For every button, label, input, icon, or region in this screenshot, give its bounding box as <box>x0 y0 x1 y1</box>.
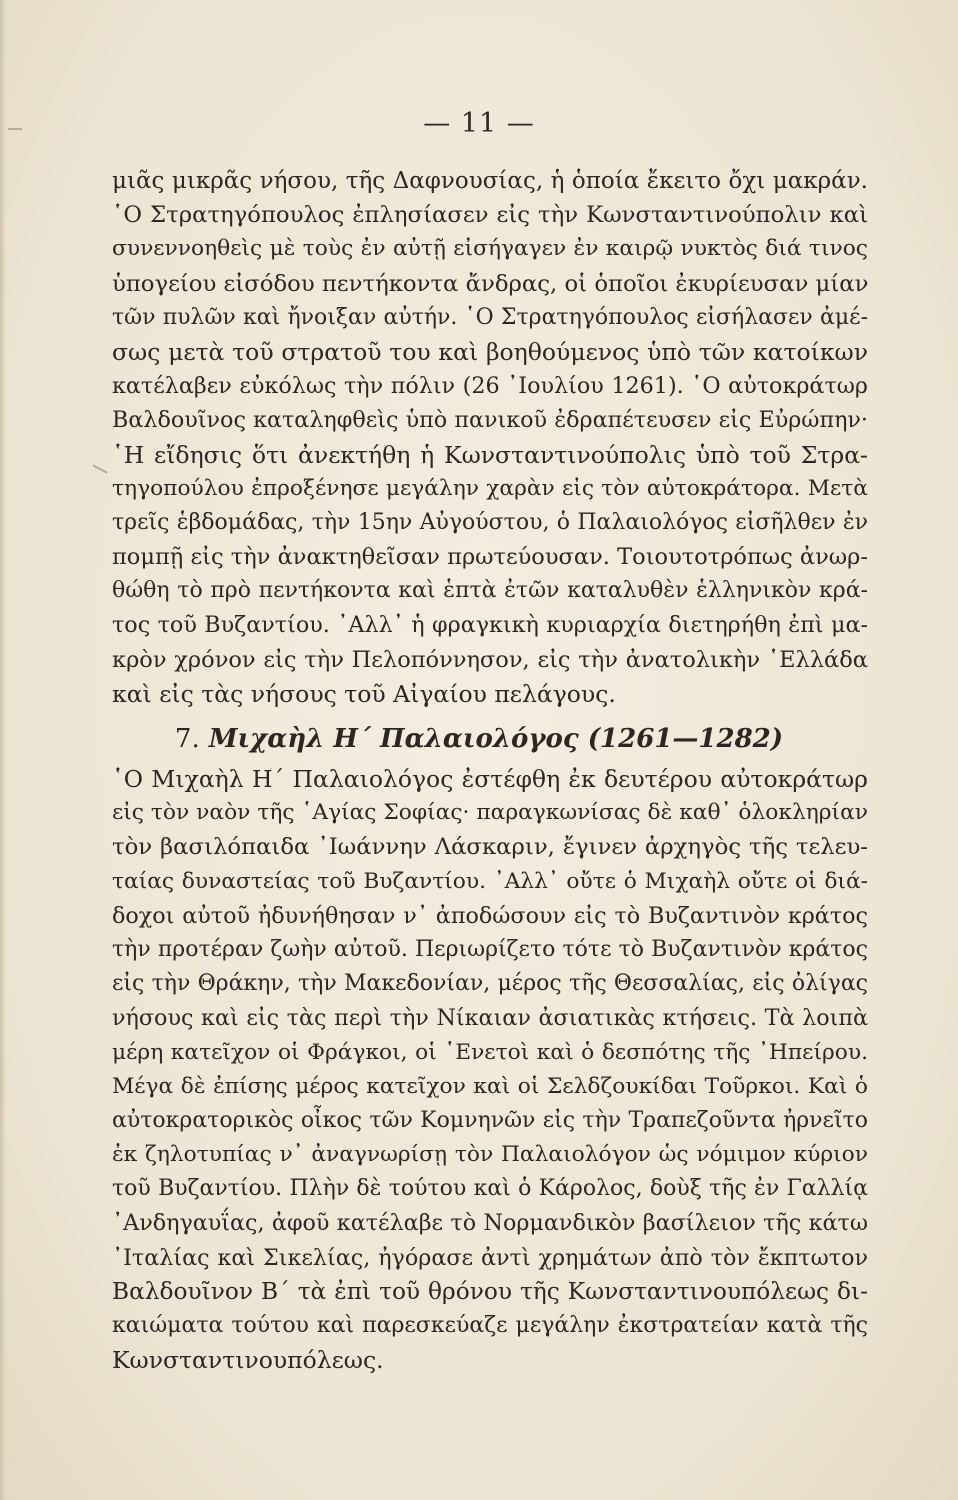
text-line: Βαλδουῖνος καταληφθεὶς ὑπὸ πανικοῦ ἐδραπέτευσεν εἰς Εὐρώπην· <box>112 407 868 434</box>
text-line: ῾Ο Στρατηγόπουλος ἐπλησίασεν εἰς τὴν Κωνσταντινούπολιν καὶ <box>112 202 868 229</box>
text-line: ῾Η εἴδησις ὅτι ἀνεκτήθη ἡ Κωνσταντινούπολις ὑπὸ τοῦ Στρα- <box>112 440 868 469</box>
page-number: — 11 — <box>423 108 535 139</box>
text-line: δοχοι αὐτοῦ ἠδυνήθησαν ν᾿ ἀποδώσουν εἰς τὸ Βυζαντινὸν κράτος <box>112 902 868 929</box>
text-line: μέρη κατεῖχον οἱ Φράγκοι, οἱ ῾Ενετοὶ καὶ ὁ δεσπότης τῆς ᾿Ηπείρου. <box>112 1039 868 1065</box>
text-line: τοῦ Βυζαντίου. Πλὴν δὲ τούτου καὶ ὁ Κάρολος, δοὺξ τῆς ἐν Γαλλίᾳ <box>112 1176 868 1202</box>
text-line: μιᾶς μικρᾶς νήσου, τῆς Δαφνουσίας, ἡ ὁποία ἔκειτο ὄχι μακράν. <box>112 168 868 194</box>
text-line: τρεῖς ἑβδομάδας, τὴν 15ην Αὐγούστου, ὁ Παλαιολόγος εἰσῆλθεν ἐν <box>112 509 868 535</box>
text-line: ᾿Ανδηγαυΐας, ἀφοῦ κατέλαβε τὸ Νορμανδικὸν βασίλειον τῆς κάτω <box>112 1210 868 1237</box>
text-line: Βαλδουῖνον Β΄ τὰ ἐπὶ τοῦ θρόνου τῆς Κωνσταντινουπόλεως δι- <box>112 1277 868 1305</box>
text-line: ῾Ο Μιχαὴλ Η΄ Παλαιολόγος ἐστέφθη ἐκ δευτέρου αὐτοκράτωρ <box>112 765 868 793</box>
paragraph-strategopoulos <box>112 164 868 711</box>
text-line: τος τοῦ Βυζαντίου. ᾿Αλλ᾿ ἡ φραγκικὴ κυριαρχία διετηρήθη ἐπὶ μα- <box>112 612 868 639</box>
text-line: εἰς τὸν ναὸν τῆς ῾Αγίας Σοφίας· παραγκωνίσας δὲ καθ᾿ ὁλοκληρίαν <box>112 800 868 826</box>
text-line: συνεννοηθεὶς μὲ τοὺς ἐν αὐτῇ εἰσήγαγεν ἐν καιρῷ νυκτὸς διά τινος <box>112 236 868 262</box>
section-number: 7. <box>174 724 200 754</box>
margin-tick-mark <box>92 464 107 473</box>
text-line: τὸν βασιλόπαιδα ᾿Ιωάννην Λάσκαριν, ἔγινεν ἀρχηγὸς τῆς τελευ- <box>112 834 868 861</box>
text-line: τῶν πυλῶν καὶ ἤνοιξαν αὐτήν. ῾Ο Στρατηγόπουλος εἰσήλασεν ἀμέ- <box>112 304 868 330</box>
text-line: Κωνσταντινουπόλεως. <box>112 1346 384 1375</box>
text-line: τηγοπούλου ἐπροξένησε μεγάλην χαρὰν εἰς τὸν αὐτοκράτορα. Μετὰ <box>112 475 868 501</box>
text-line: ᾿Ιταλίας καὶ Σικελίας, ἠγόρασε ἀντὶ χρημάτων ἀπὸ τὸν ἔκπτωτον <box>112 1244 868 1271</box>
text-line: αὐτοκρατορικὸς οἶκος τῶν Κομνηνῶν εἰς τὴν Τραπεζοῦντα ἠρνεῖτο <box>112 1107 868 1133</box>
section-title: Μιχαὴλ Η΄ Παλαιολόγος (1261—1282) <box>208 724 784 754</box>
text-line: νήσους καὶ εἰς τὰς περὶ τὴν Νίκαιαν ἀσιατικὰς κτήσεις. Τὰ λοιπὰ <box>112 1005 868 1032</box>
text-line: καὶ εἰς τὰς νήσους τοῦ Αἰγαίου πελάγους. <box>112 679 616 708</box>
text-line: εἰς τὴν Θράκην, τὴν Μακεδονίαν, μέρος τῆς Θεσσαλίας, εἰς ὀλίγας <box>112 971 868 997</box>
text-line: σως μετὰ τοῦ στρατοῦ του καὶ βοηθούμενος ὑπὸ τῶν κατοίκων <box>112 337 868 366</box>
section-heading <box>0 724 958 754</box>
text-line: Μέγα δὲ ἐπίσης μέρος κατεῖχον καὶ οἱ Σελδζουκίδαι Τοῦρκοι. Καὶ ὁ <box>112 1073 868 1099</box>
text-line: ἐκ ζηλοτυπίας ν᾿ ἀναγνωρίσῃ τὸν Παλαιολόγον ὡς νόμιμον κύριον <box>112 1142 868 1168</box>
text-line: ὑπογείου εἰσόδου πεντήκοντα ἄνδρας, οἱ ὁποῖοι ἐκυρίευσαν μίαν <box>112 270 869 297</box>
text-line: πομπῇ εἰς τὴν ἀνακτηθεῖσαν πρωτεύουσαν. Τοιουτοτρόπως ἀνωρ- <box>112 544 868 571</box>
text-line: κρὸν χρόνον εἰς τὴν Πελοπόννησον, εἰς τὴν ἀνατολικὴν ῾Ελλάδα <box>112 646 868 673</box>
paragraph-michael-viii <box>112 762 868 1377</box>
text-line: τὴν προτέραν ζωὴν αὐτοῦ. Περιωρίζετο τότε τὸ Βυζαντινὸν κράτος <box>112 936 868 962</box>
text-line: καιώματα τούτου καὶ παρεσκεύαζε μεγάλην ἐκστρατείαν κατὰ τῆς <box>112 1313 868 1338</box>
text-line: κατέλαβεν εὐκόλως τὴν πόλιν (26 ᾿Ιουλίου 1261). ῾Ο αὐτοκράτωρ <box>112 373 868 400</box>
text-line: ταίας δυναστείας τοῦ Βυζαντίου. ᾿Αλλ᾿ οὔτε ὁ Μιχαὴλ οὔτε οἱ διά- <box>112 868 868 894</box>
text-line: θώθη τὸ πρὸ πεντήκοντα καὶ ἑπτὰ ἐτῶν καταλυθὲν ἑλληνικὸν κρά- <box>112 578 868 604</box>
